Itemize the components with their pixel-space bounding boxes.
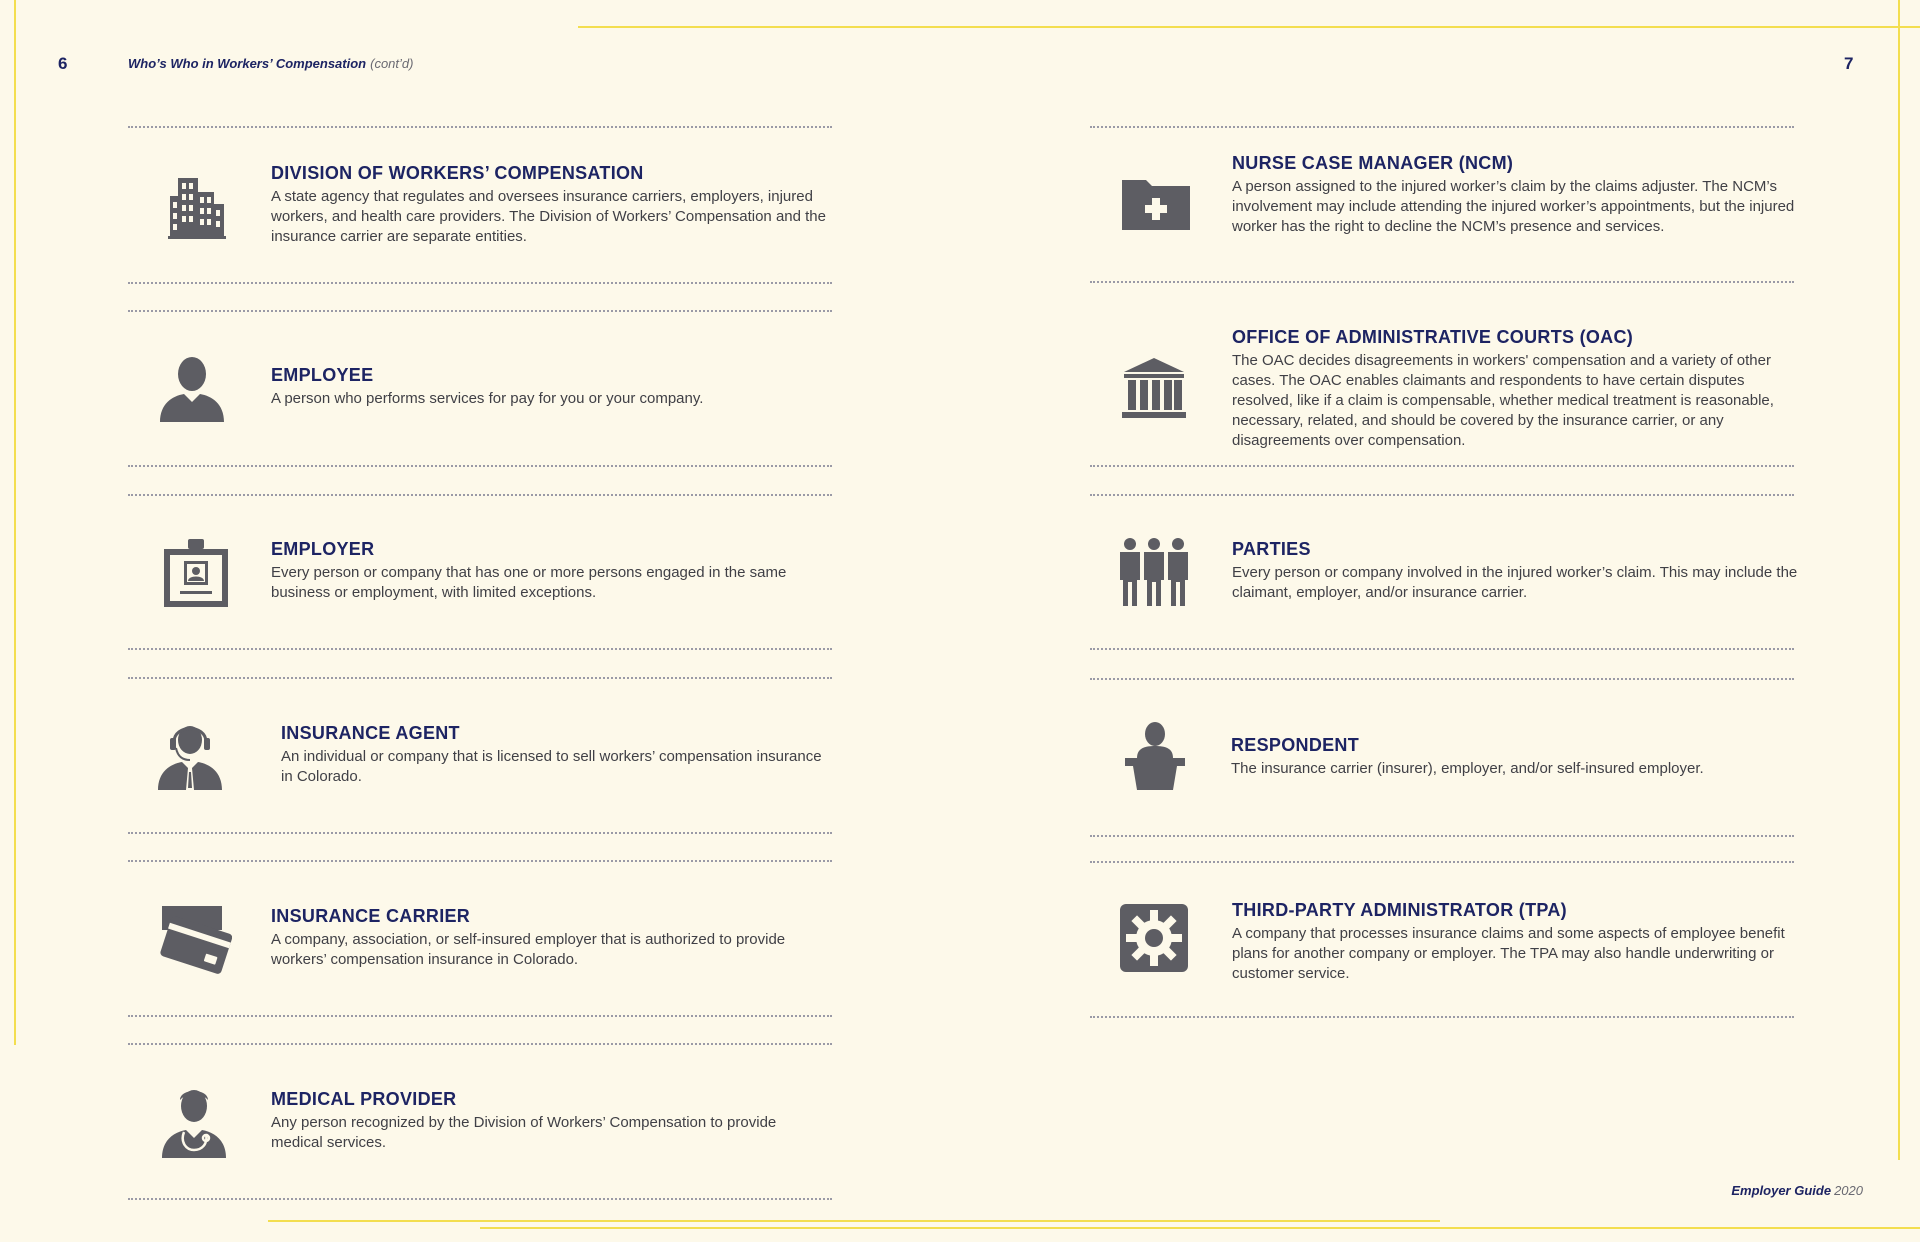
entry-title: INSURANCE AGENT [281,723,460,743]
entry-title: DIVISION OF WORKERS’ COMPENSATION [271,163,644,183]
person-icon [154,352,230,428]
page-footer [1731,1183,1863,1198]
courthouse-icon [1116,350,1192,426]
entry-description: A state agency that regulates and oversees insurance carriers, employers, injured workers, and health care providers. The Division of Workers’ Compensation and the insurance carrier are separate entities. [271,188,826,245]
entry-title: PARTIES [1232,539,1311,559]
left-rule [14,0,16,1045]
separator [128,677,832,679]
separator [1090,281,1794,283]
entry-description: An individual or company that is licensed to sell workers’ compensation insurance in Colorado. [281,748,822,785]
separator [128,1198,832,1200]
entry-description: The OAC decides disagreements in workers' compensation and a variety of other cases. The OAC enables claimants and respondents to have certain disputes resolved, like if a claim is compensable, whether medical treatment is reasonable, necessary, related, and should be covered by the insurance carrier, or any disagreements over compensation. [1232,352,1774,449]
separator [128,1043,832,1045]
entry-description: A company that processes insurance claims and some aspects of employee benefit plans for another company or employer. The TPA may also handle underwriting or customer service. [1232,925,1785,982]
footer-title: Employer Guide [1731,1183,1832,1198]
entry-title: MEDICAL PROVIDER [271,1089,457,1109]
separator [128,648,832,650]
building-icon [158,166,234,242]
running-header [128,56,413,71]
right-rule [1898,0,1900,1160]
entry-description: A person who performs services for pay for you or your company. [271,390,704,407]
separator [1090,494,1794,496]
entry-title: OFFICE OF ADMINISTRATIVE COURTS (OAC) [1232,327,1634,347]
entry-title: EMPLOYEE [271,365,374,385]
separator [1090,465,1794,467]
separator [1090,835,1794,837]
entry-title: EMPLOYER [271,539,375,559]
entry-description: Any person recognized by the Division of Workers’ Compensation to provide medical services. [271,1114,777,1151]
group-icon [1116,534,1192,610]
entry-title: NURSE CASE MANAGER (NCM) [1232,153,1514,173]
podium-speaker-icon [1117,718,1193,794]
separator [1090,678,1794,680]
separator [1090,126,1794,128]
bottom-rule-2 [480,1227,1920,1229]
gear-icon [1116,900,1192,976]
page-number-right: 7 [1844,54,1854,73]
separator [128,465,832,467]
separator [128,126,832,128]
separator [1090,1016,1794,1018]
separator [1090,648,1794,650]
entry-title: THIRD-PARTY ADMINISTRATOR (TPA) [1232,900,1567,920]
separator [128,860,832,862]
entry-description: A company, association, or self-insured employer that is authorized to provide workers’ compensation insurance in Colorado. [271,931,786,968]
top-rule [578,26,1920,28]
medical-folder-icon [1118,166,1194,242]
running-suffix: (cont’d) [370,56,414,71]
entry-description: A person assigned to the injured worker’s claim by the claims adjuster. The NCM’s involvement may include attending the injured worker’s appointments, but the injured worker has the right to decline the NCM’s presence and services. [1232,178,1795,235]
credit-card-icon [156,902,232,978]
page-number-left: 6 [58,54,68,73]
separator [128,1015,832,1017]
doctor-icon [156,1086,232,1162]
id-badge-icon [158,535,234,611]
bottom-rule [268,1220,1440,1222]
separator [128,494,832,496]
entry-description: The insurance carrier (insurer), employer, and/or self-insured employer. [1231,760,1704,777]
entry-title: INSURANCE CARRIER [271,906,471,926]
entry-description: Every person or company that has one or more persons engaged in the same business or employment, with limited exceptions. [271,564,787,601]
separator [128,282,832,284]
footer-year: 2020 [1834,1183,1863,1198]
separator [128,310,832,312]
headset-agent-icon [152,718,228,794]
entry-description: Every person or company involved in the injured worker’s claim. This may include the claimant, employer, and/or insurance carrier. [1232,564,1798,601]
running-title: Who’s Who in Workers’ Compensation [128,56,367,71]
entry-title: RESPONDENT [1231,735,1360,755]
separator [1090,861,1794,863]
separator [128,832,832,834]
